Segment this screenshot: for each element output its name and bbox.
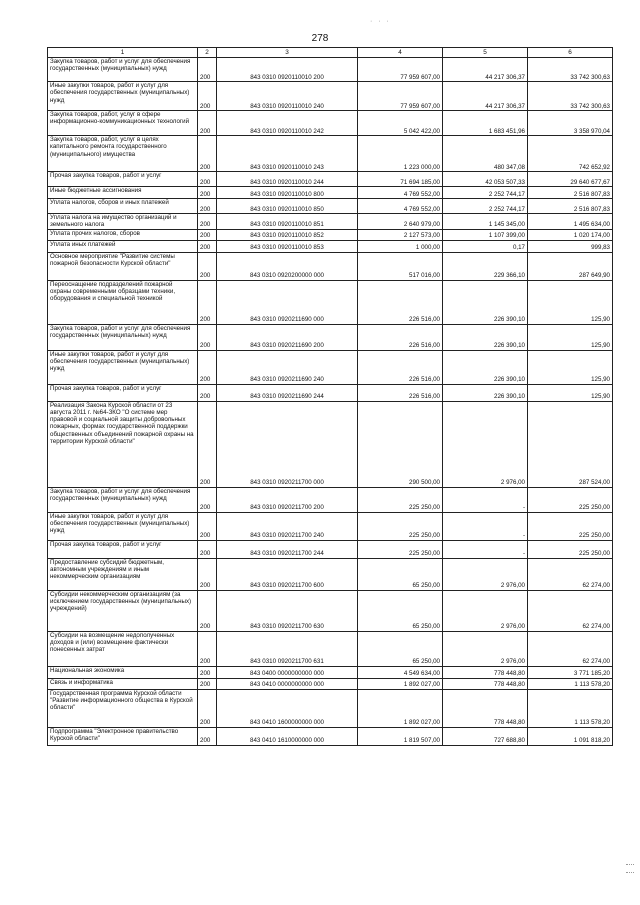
table-row	[48, 689, 613, 727]
cell-executed: 44 217 306,37	[443, 82, 528, 111]
cell-approved: 226 516,00	[358, 280, 443, 324]
cell-unexecuted: 999,83	[528, 240, 613, 252]
cell-line-code: 200	[198, 384, 217, 401]
cell-name: Иные бюджетные ассигнования	[48, 187, 198, 199]
cell-budget-code: 843 0310 0920200000 000	[217, 252, 358, 280]
cell-approved: 1 892 027,00	[358, 689, 443, 727]
cell-line-code: 200	[198, 252, 217, 280]
table-row	[48, 727, 613, 745]
cell-unexecuted: 62 274,00	[528, 631, 613, 666]
cell-unexecuted: 1 091 818,20	[528, 727, 613, 745]
cell-name: Закупка товаров, работ и услуг для обеспечения государственных (муниципальных) нужд	[48, 58, 198, 82]
cell-approved: 226 516,00	[358, 384, 443, 401]
cell-approved: 225 250,00	[358, 512, 443, 540]
cell-approved: 65 250,00	[358, 558, 443, 590]
cell-line-code: 200	[198, 172, 217, 187]
table-row	[48, 172, 613, 187]
table-row	[48, 401, 613, 487]
table-header-row	[48, 48, 613, 58]
cell-budget-code: 843 0310 0920110010 851	[217, 214, 358, 230]
cell-unexecuted: 742 652,92	[528, 136, 613, 172]
cell-name: Уплата налогов, сборов и иных платежей	[48, 199, 198, 214]
cell-approved: 226 516,00	[358, 324, 443, 350]
scan-artifact-dots: · · ·	[370, 18, 391, 25]
cell-unexecuted: 3 358 970,04	[528, 111, 613, 136]
cell-unexecuted: 2 516 807,83	[528, 187, 613, 199]
cell-name: Прочая закупка товаров, работ и услуг	[48, 172, 198, 187]
cell-line-code: 200	[198, 229, 217, 240]
cell-executed: -	[443, 540, 528, 558]
scan-edge-mark	[626, 872, 634, 873]
table-row	[48, 58, 613, 82]
header-cell-budget-code: 3	[217, 48, 358, 58]
cell-line-code: 200	[198, 689, 217, 727]
cell-line-code: 200	[198, 678, 217, 689]
scan-edge-mark	[626, 864, 634, 865]
table-row	[48, 280, 613, 324]
cell-name: Основное мероприятие "Развитие системы пожарной безопасности Курской области"	[48, 252, 198, 280]
cell-name: Национальная экономика	[48, 666, 198, 678]
table-row	[48, 678, 613, 689]
table-row	[48, 111, 613, 136]
cell-budget-code: 843 0410 1610000000 000	[217, 727, 358, 745]
cell-line-code: 200	[198, 111, 217, 136]
cell-budget-code: 843 0310 0920211700 244	[217, 540, 358, 558]
cell-name: Иные закупки товаров, работ и услуг для обеспечения государственных (муниципальных) нужд	[48, 82, 198, 111]
cell-approved: 2 640 979,00	[358, 214, 443, 230]
budget-execution-table	[47, 47, 613, 746]
cell-budget-code: 843 0410 0000000000 000	[217, 678, 358, 689]
cell-executed: 226 390,10	[443, 350, 528, 384]
cell-approved: 65 250,00	[358, 631, 443, 666]
cell-approved: 225 250,00	[358, 540, 443, 558]
cell-budget-code: 843 0310 0920110010 200	[217, 58, 358, 82]
cell-approved: 77 959 607,00	[358, 58, 443, 82]
cell-name: Уплата прочих налогов, сборов	[48, 229, 198, 240]
cell-executed: 2 252 744,17	[443, 199, 528, 214]
cell-name: Закупка товаров, работ и услуг для обеспечения государственных (муниципальных) нужд	[48, 487, 198, 512]
table-row	[48, 229, 613, 240]
cell-name: Подпрограмма "Электронное правительство Курской области"	[48, 727, 198, 745]
cell-approved: 71 694 185,00	[358, 172, 443, 187]
cell-executed: 226 390,10	[443, 384, 528, 401]
cell-executed: 229 366,10	[443, 252, 528, 280]
cell-budget-code: 843 0310 0920211700 600	[217, 558, 358, 590]
cell-unexecuted: 125,90	[528, 350, 613, 384]
cell-line-code: 200	[198, 401, 217, 487]
cell-approved: 5 042 422,00	[358, 111, 443, 136]
cell-executed: 1 107 399,00	[443, 229, 528, 240]
header-cell-approved: 4	[358, 48, 443, 58]
cell-approved: 4 549 634,00	[358, 666, 443, 678]
cell-unexecuted: 2 516 807,83	[528, 199, 613, 214]
cell-approved: 226 516,00	[358, 350, 443, 384]
cell-name: Предоставление субсидий бюджетным, автономным учреждениям и иным некоммерческим организациям	[48, 558, 198, 590]
cell-budget-code: 843 0310 0920211700 631	[217, 631, 358, 666]
cell-executed: 480 347,08	[443, 136, 528, 172]
cell-budget-code: 843 0310 0920110010 852	[217, 229, 358, 240]
cell-unexecuted: 1 113 578,20	[528, 678, 613, 689]
cell-unexecuted: 29 640 677,67	[528, 172, 613, 187]
header-cell-name: 1	[48, 48, 198, 58]
table-row	[48, 187, 613, 199]
cell-name: Иные закупки товаров, работ и услуг для обеспечения государственных (муниципальных) нужд	[48, 350, 198, 384]
cell-executed: -	[443, 512, 528, 540]
table-row	[48, 324, 613, 350]
cell-budget-code: 843 0310 0920110010 800	[217, 187, 358, 199]
cell-name: Прочая закупка товаров, работ и услуг	[48, 384, 198, 401]
cell-budget-code: 843 0310 0920110010 244	[217, 172, 358, 187]
cell-executed: 42 053 507,33	[443, 172, 528, 187]
table-row	[48, 82, 613, 111]
header-cell-unexecuted: 6	[528, 48, 613, 58]
cell-line-code: 200	[198, 512, 217, 540]
cell-executed: 1 683 451,96	[443, 111, 528, 136]
cell-name: Уплата иных платежей	[48, 240, 198, 252]
cell-line-code: 200	[198, 487, 217, 512]
cell-name: Субсидии некоммерческим организациям (за исключением государственных (муниципальных) учреждений)	[48, 590, 198, 631]
cell-budget-code: 843 0310 0920110010 240	[217, 82, 358, 111]
cell-budget-code: 843 0410 1600000000 000	[217, 689, 358, 727]
cell-unexecuted: 287 524,00	[528, 401, 613, 487]
table-row	[48, 512, 613, 540]
cell-budget-code: 843 0310 0920211690 240	[217, 350, 358, 384]
cell-unexecuted: 33 742 300,63	[528, 82, 613, 111]
cell-name: Закупка товаров, работ и услуг для обеспечения государственных (муниципальных) нужд	[48, 324, 198, 350]
table-row	[48, 136, 613, 172]
cell-unexecuted: 62 274,00	[528, 590, 613, 631]
cell-executed: 2 976,00	[443, 631, 528, 666]
cell-line-code: 200	[198, 240, 217, 252]
cell-unexecuted: 1 495 634,00	[528, 214, 613, 230]
cell-approved: 2 127 573,00	[358, 229, 443, 240]
cell-line-code: 200	[198, 727, 217, 745]
cell-approved: 290 500,00	[358, 401, 443, 487]
cell-approved: 517 016,00	[358, 252, 443, 280]
cell-name: Иные закупки товаров, работ и услуг для обеспечения государственных (муниципальных) нужд	[48, 512, 198, 540]
cell-name: Государственная программа Курской области "Развитие информационного общества в Курской области"	[48, 689, 198, 727]
cell-approved: 4 769 552,00	[358, 199, 443, 214]
header-cell-executed: 5	[443, 48, 528, 58]
cell-budget-code: 843 0310 0920110010 243	[217, 136, 358, 172]
cell-executed: 778 448,80	[443, 678, 528, 689]
cell-executed: -	[443, 487, 528, 512]
cell-budget-code: 843 0310 0920211700 240	[217, 512, 358, 540]
table-row	[48, 240, 613, 252]
cell-approved: 77 959 607,00	[358, 82, 443, 111]
cell-approved: 1 223 000,00	[358, 136, 443, 172]
cell-executed: 226 390,10	[443, 324, 528, 350]
table-row	[48, 631, 613, 666]
header-cell-line-code: 2	[198, 48, 217, 58]
cell-budget-code: 843 0310 0920211700 630	[217, 590, 358, 631]
cell-name: Уплата налога на имущество организаций и земельного налога	[48, 214, 198, 230]
cell-unexecuted: 1 020 174,00	[528, 229, 613, 240]
cell-line-code: 200	[198, 666, 217, 678]
table-row	[48, 487, 613, 512]
cell-line-code: 200	[198, 350, 217, 384]
cell-budget-code: 843 0310 0920211690 000	[217, 280, 358, 324]
cell-executed: 2 976,00	[443, 558, 528, 590]
cell-approved: 4 769 552,00	[358, 187, 443, 199]
cell-line-code: 200	[198, 199, 217, 214]
cell-budget-code: 843 0310 0920110010 850	[217, 199, 358, 214]
cell-unexecuted: 125,90	[528, 280, 613, 324]
cell-approved: 65 250,00	[358, 590, 443, 631]
cell-approved: 225 250,00	[358, 487, 443, 512]
cell-executed: 778 448,80	[443, 689, 528, 727]
cell-name: Закупка товаров, работ, услуг в сфере информационно-коммуникационных технологий	[48, 111, 198, 136]
cell-line-code: 200	[198, 136, 217, 172]
cell-unexecuted: 225 250,00	[528, 540, 613, 558]
cell-line-code: 200	[198, 324, 217, 350]
cell-line-code: 200	[198, 187, 217, 199]
table-row	[48, 199, 613, 214]
cell-line-code: 200	[198, 280, 217, 324]
cell-unexecuted: 33 742 300,63	[528, 58, 613, 82]
cell-name: Закупка товаров, работ, услуг в целях капитального ремонта государственного (муниципального) имущества	[48, 136, 198, 172]
cell-unexecuted: 225 250,00	[528, 512, 613, 540]
cell-line-code: 200	[198, 540, 217, 558]
cell-unexecuted: 62 274,00	[528, 558, 613, 590]
cell-line-code: 200	[198, 82, 217, 111]
cell-unexecuted: 125,90	[528, 324, 613, 350]
cell-name: Субсидии на возмещение недополученных доходов и (или) возмещение фактически понесенных затрат	[48, 631, 198, 666]
cell-name: Связь и информатика	[48, 678, 198, 689]
cell-line-code: 200	[198, 58, 217, 82]
cell-executed: 2 976,00	[443, 401, 528, 487]
table-row	[48, 384, 613, 401]
cell-executed: 44 217 306,37	[443, 58, 528, 82]
cell-executed: 1 145 345,00	[443, 214, 528, 230]
cell-line-code: 200	[198, 558, 217, 590]
cell-executed: 727 688,80	[443, 727, 528, 745]
page-number: 278	[311, 33, 329, 44]
cell-executed: 226 390,10	[443, 280, 528, 324]
cell-executed: 2 976,00	[443, 590, 528, 631]
cell-budget-code: 843 0310 0920211700 000	[217, 401, 358, 487]
cell-budget-code: 843 0310 0920211690 244	[217, 384, 358, 401]
cell-line-code: 200	[198, 590, 217, 631]
cell-budget-code: 843 0400 0000000000 000	[217, 666, 358, 678]
table-row	[48, 590, 613, 631]
cell-line-code: 200	[198, 214, 217, 230]
cell-executed: 778 448,80	[443, 666, 528, 678]
cell-unexecuted: 287 649,90	[528, 252, 613, 280]
table-row	[48, 252, 613, 280]
table-row	[48, 540, 613, 558]
cell-unexecuted: 3 771 185,20	[528, 666, 613, 678]
cell-budget-code: 843 0310 0920110010 242	[217, 111, 358, 136]
cell-executed: 2 252 744,17	[443, 187, 528, 199]
table-row	[48, 350, 613, 384]
table-row	[48, 558, 613, 590]
cell-name: Реализация Закона Курской области от 23 августа 2011 г. №64-ЗКО "О системе мер правовой и социальной защиты добровольных пожарных, формах государственной поддержки общественных объединений пожарной охраны на территории Курской области"	[48, 401, 198, 487]
cell-executed: 0,17	[443, 240, 528, 252]
table-row	[48, 666, 613, 678]
cell-unexecuted: 225 250,00	[528, 487, 613, 512]
cell-unexecuted: 125,90	[528, 384, 613, 401]
cell-budget-code: 843 0310 0920211700 200	[217, 487, 358, 512]
cell-line-code: 200	[198, 631, 217, 666]
cell-approved: 1 819 507,00	[358, 727, 443, 745]
cell-budget-code: 843 0310 0920110010 853	[217, 240, 358, 252]
cell-name: Прочая закупка товаров, работ и услуг	[48, 540, 198, 558]
cell-approved: 1 892 027,00	[358, 678, 443, 689]
cell-approved: 1 000,00	[358, 240, 443, 252]
table-row	[48, 214, 613, 230]
cell-name: Переоснащение подразделений пожарной охраны современными образцами техники, оборудования и специальной техникой	[48, 280, 198, 324]
cell-unexecuted: 1 113 578,20	[528, 689, 613, 727]
cell-budget-code: 843 0310 0920211690 200	[217, 324, 358, 350]
